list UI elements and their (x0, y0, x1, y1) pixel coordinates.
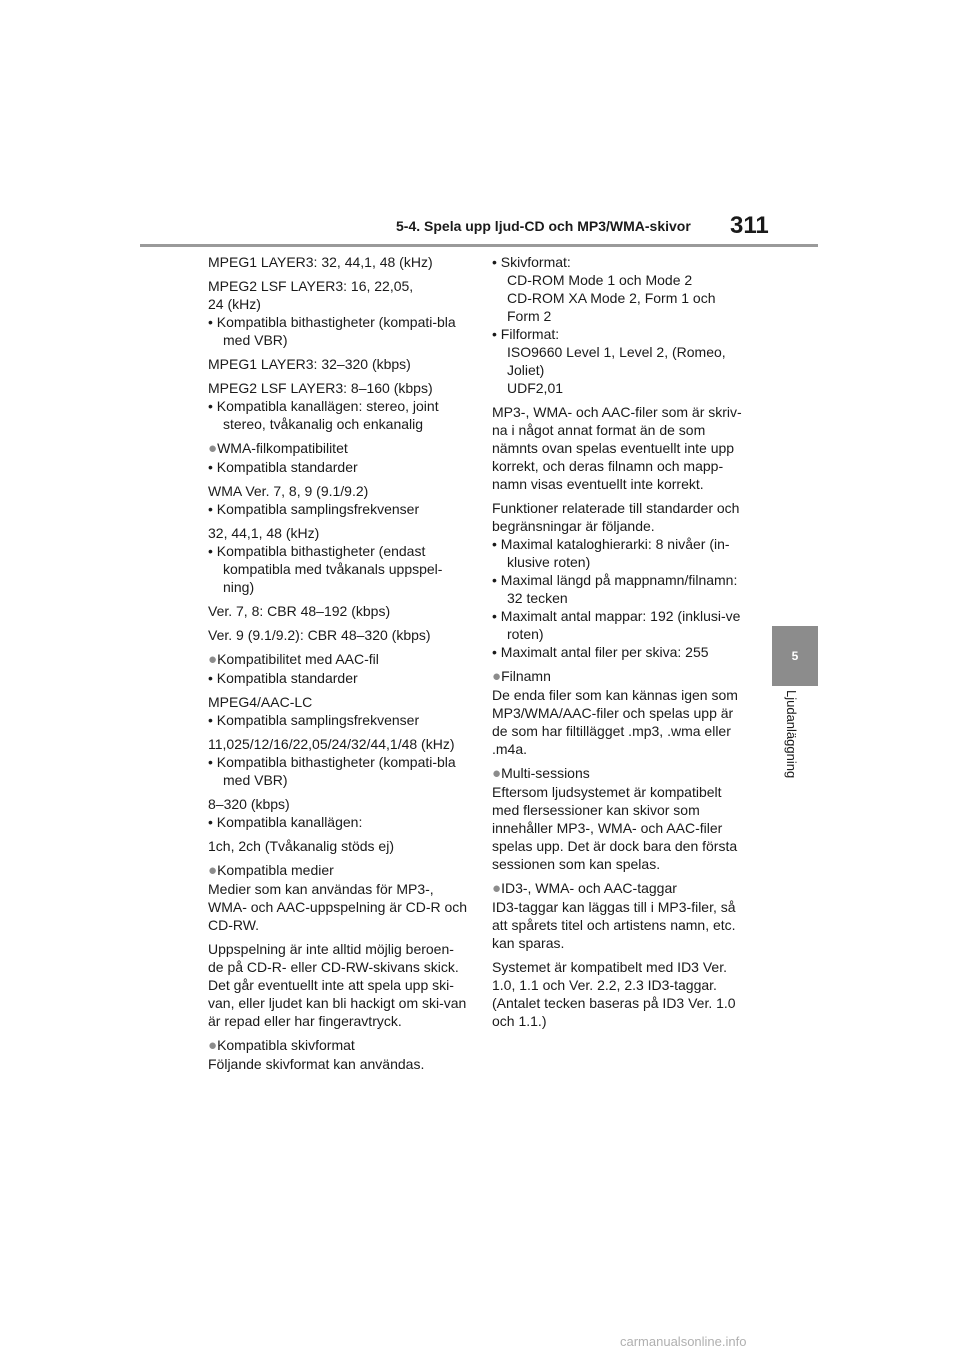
section-heading: ●ID3-, WMA- och AAC-taggar (492, 880, 677, 897)
paragraph: Eftersom ljudsystemet är kompatibelt med flersessioner kan skivor som innehåller MP3-, WMA- och AAC-filer spelas upp. Det är dock bara den första sessionen som kan spelas. (492, 784, 738, 872)
paragraph: Ver. 7, 8: CBR 48–192 (kbps) (208, 603, 391, 619)
bullet-detail: CD-ROM XA Mode 2, Form 1 och Form 2 (507, 290, 716, 324)
section-heading: ●Kompatibla skivformat (208, 1037, 355, 1054)
filled-circle-icon: ● (208, 651, 218, 668)
paragraph: WMA Ver. 7, 8, 9 (9.1/9.2) (208, 483, 369, 499)
paragraph: MP3-, WMA- och AAC-filer som är skriv-na i något annat format än de som nämnts ovan spelas eventuellt inte upp korrekt, och deras filnamn och mapp-namn visas eventuellt inte korrekt. (492, 404, 742, 492)
bullet-item: • Maximalt antal filer per skiva: 255 (492, 644, 709, 660)
bullet-item: • Skivformat: (492, 254, 571, 270)
left-column (208, 253, 468, 1073)
bullet-detail: UDF2,01 (507, 380, 564, 396)
bullet-detail: CD-ROM Mode 1 och Mode 2 (507, 272, 693, 288)
paragraph: 1ch, 2ch (Tvåkanalig stöds ej) (208, 838, 394, 854)
bullet-item: • Kompatibla bithastigheter (endast kompatibla med tvåkanals uppspel-ning) (208, 543, 443, 595)
paragraph: Följande skivformat kan användas. (208, 1056, 425, 1072)
bullet-item: • Kompatibla kanallägen: stereo, joint stereo, tvåkanalig och enkanalig (208, 398, 439, 432)
filled-circle-icon: ● (492, 765, 502, 782)
paragraph: 32, 44,1, 48 (kHz) (208, 525, 320, 541)
right-column (492, 253, 752, 1036)
bullet-item: • Filformat: (492, 326, 560, 342)
filled-circle-icon: ● (208, 440, 218, 457)
chapter-tab: 5 (772, 626, 818, 686)
section-heading: ●WMA-filkompatibilitet (208, 440, 348, 457)
filled-circle-icon: ● (492, 880, 502, 897)
paragraph: Medier som kan användas för MP3-, WMA- och AAC-uppspelning är CD-R och CD-RW. (208, 881, 468, 933)
paragraph: Ver. 9 (9.1/9.2): CBR 48–320 (kbps) (208, 627, 431, 643)
paragraph: MPEG2 LSF LAYER3: 16, 22,05, (208, 278, 414, 294)
bullet-item: • Maximal längd på mappnamn/filnamn: 32 tecken (492, 572, 738, 606)
bullet-item: • Kompatibla standarder (208, 459, 358, 475)
filled-circle-icon: ● (208, 862, 218, 879)
section-heading: ●Kompatibla medier (208, 862, 334, 879)
bullet-item: • Kompatibla samplingsfrekvenser (208, 501, 420, 517)
paragraph: 8–320 (kbps) (208, 796, 290, 812)
bullet-item: • Kompatibla kanallägen: (208, 814, 363, 830)
paragraph: Funktioner relaterade till standarder och begränsningar är följande. (492, 500, 740, 534)
bullet-item: • Maximal kataloghierarki: 8 nivåer (in-klusive roten) (492, 536, 730, 570)
paragraph: MPEG1 LAYER3: 32, 44,1, 48 (kHz) (208, 254, 433, 270)
paragraph: MPEG2 LSF LAYER3: 8–160 (kbps) (208, 380, 433, 396)
paragraph: ID3-taggar kan läggas till i MP3-filer, så att spårets titel och artistens namn, etc. kan sparas. (492, 899, 736, 951)
bullet-detail: ISO9660 Level 1, Level 2, (Romeo, Joliet) (507, 344, 726, 378)
paragraph: MPEG4/AAC-LC (208, 694, 313, 710)
section-heading: ●Multi-sessions (492, 765, 590, 782)
paragraph: MPEG1 LAYER3: 32–320 (kbps) (208, 356, 411, 372)
section-title: 5-4. Spela upp ljud-CD och MP3/WMA-skivor (396, 218, 691, 234)
paragraph: De enda filer som kan kännas igen som MP3/WMA/AAC-filer och spelas upp är de som har filtillägget .mp3, .wma eller .m4a. (492, 687, 738, 757)
section-heading: ●Kompatibilitet med AAC-fil (208, 651, 379, 668)
watermark: carmanualsonline.info (620, 1334, 747, 1349)
paragraph: Uppspelning är inte alltid möjlig beroen-de på CD-R- eller CD-RW-skivans skick. Det går eventuellt inte att spela upp ski-van, eller ljudet kan bli hackigt om ski-van är repad eller har fingeravtryck. (208, 941, 467, 1029)
paragraph: Systemet är kompatibelt med ID3 Ver. 1.0, 1.1 och Ver. 2.2, 2.3 ID3-taggar. (Antalet tecken baseras på ID3 Ver. 1.0 och 1.1.) (492, 959, 736, 1029)
filled-circle-icon: ● (208, 1037, 218, 1054)
header-divider (140, 244, 818, 247)
bullet-item: • Kompatibla samplingsfrekvenser (208, 712, 420, 728)
paragraph: 11,025/12/16/22,05/24/32/44,1/48 (kHz) (208, 736, 455, 752)
section-heading: ●Filnamn (492, 668, 551, 685)
paragraph: 24 (kHz) (208, 296, 261, 312)
bullet-item: • Kompatibla standarder (208, 670, 358, 686)
bullet-item: • Maximalt antal mappar: 192 (inklusi-ve roten) (492, 608, 741, 642)
filled-circle-icon: ● (492, 668, 502, 685)
bullet-item: • Kompatibla bithastigheter (kompati-bla med VBR) (208, 754, 456, 788)
bullet-item: • Kompatibla bithastigheter (kompati-bla med VBR) (208, 314, 456, 348)
page-number: 311 (730, 212, 769, 239)
chapter-label: Ljudanläggning (784, 690, 799, 779)
